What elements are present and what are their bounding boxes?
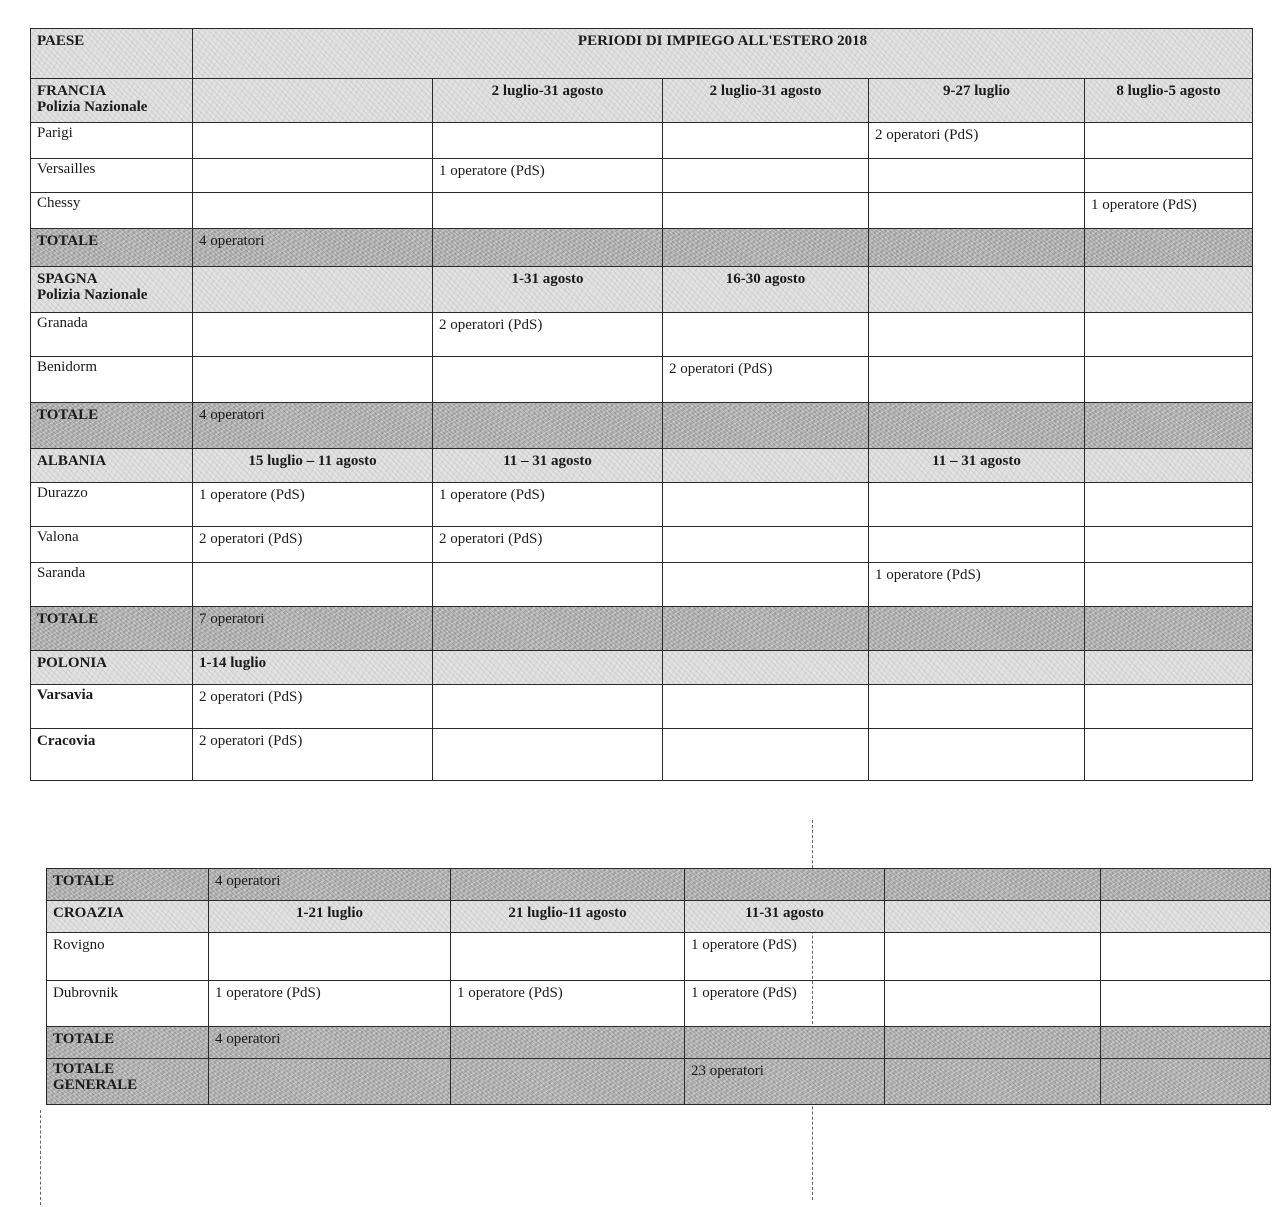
total-label: TOTALE [31, 403, 193, 449]
data-cell: 2 operatori (PdS) [433, 527, 663, 563]
table-row [47, 933, 1271, 981]
country-france [31, 79, 193, 123]
total-label: TOTALE [47, 869, 209, 901]
total-row [31, 607, 1253, 651]
data-cell [1085, 729, 1253, 781]
data-cell [193, 563, 433, 607]
country-name: CROAZIA [47, 901, 209, 933]
data-cell [1085, 313, 1253, 357]
total-row [47, 1027, 1271, 1059]
data-cell [663, 729, 869, 781]
data-cell: 1 operatore (PdS) [451, 981, 685, 1027]
data-cell [663, 483, 869, 527]
data-cell [1085, 563, 1253, 607]
data-cell [869, 159, 1085, 193]
city-name: Rovigno [47, 933, 209, 981]
table-row [31, 357, 1253, 403]
data-cell [663, 563, 869, 607]
period-cell: 1-31 agosto [433, 267, 663, 313]
city-name: Durazzo [31, 483, 193, 527]
table-row [31, 527, 1253, 563]
data-cell: 1 operatore (PdS) [685, 981, 885, 1027]
data-cell [433, 193, 663, 229]
grand-total-label [47, 1059, 209, 1105]
total-value: 7 operatori [193, 607, 433, 651]
table-row [31, 123, 1253, 159]
data-cell [663, 193, 869, 229]
table-row [31, 193, 1253, 229]
total-value: 4 operatori [209, 1027, 451, 1059]
table-row [31, 729, 1253, 781]
data-cell [1085, 123, 1253, 159]
data-cell [433, 563, 663, 607]
data-cell [433, 357, 663, 403]
data-cell [663, 527, 869, 563]
period-cell: 9-27 luglio [869, 79, 1085, 123]
deployment-table-continued [46, 868, 1271, 1105]
data-cell [869, 193, 1085, 229]
city-name: Benidorm [31, 357, 193, 403]
data-cell [1085, 483, 1253, 527]
period-cell [193, 79, 433, 123]
country-name: FRANCIA [37, 83, 107, 99]
city-name: Varsavia [31, 685, 193, 729]
data-cell [1085, 527, 1253, 563]
data-cell [885, 981, 1101, 1027]
data-cell [869, 483, 1085, 527]
data-cell: 2 operatori (PdS) [869, 123, 1085, 159]
data-cell [663, 159, 869, 193]
city-name: Cracovia [31, 729, 193, 781]
table-row [31, 563, 1253, 607]
country-name: ALBANIA [31, 449, 193, 483]
data-cell: 2 operatori (PdS) [663, 357, 869, 403]
scan-artifact-line [40, 1110, 41, 1205]
data-cell: 1 operatore (PdS) [685, 933, 885, 981]
data-cell [869, 685, 1085, 729]
data-cell [663, 313, 869, 357]
data-cell [869, 357, 1085, 403]
table-row [31, 313, 1253, 357]
data-cell [209, 933, 451, 981]
period-cell: 1-14 luglio [193, 651, 433, 685]
table-row [31, 159, 1253, 193]
country-subtitle: Polizia Nazionale [37, 287, 148, 303]
total-row [47, 869, 1271, 901]
data-cell [1101, 933, 1271, 981]
city-name: Dubrovnik [47, 981, 209, 1027]
period-cell: 11 – 31 agosto [869, 449, 1085, 483]
grand-total-label-line-2: GENERALE [53, 1077, 138, 1093]
country-subtitle: Polizia Nazionale [37, 99, 148, 115]
total-row [31, 403, 1253, 449]
total-row [31, 229, 1253, 267]
total-value: 4 operatori [193, 403, 433, 449]
data-cell [1101, 981, 1271, 1027]
data-cell [451, 933, 685, 981]
data-cell: 1 operatore (PdS) [209, 981, 451, 1027]
grand-total-row [47, 1059, 1271, 1105]
total-label: TOTALE [31, 229, 193, 267]
data-cell [193, 123, 433, 159]
spain-header-row [31, 267, 1253, 313]
data-cell [193, 193, 433, 229]
poland-header-row [31, 651, 1253, 685]
france-header-row [31, 79, 1253, 123]
period-cell: 1-21 luglio [209, 901, 451, 933]
period-cell: 16-30 agosto [663, 267, 869, 313]
data-cell [1085, 159, 1253, 193]
data-cell: 1 operatore (PdS) [193, 483, 433, 527]
data-cell [663, 685, 869, 729]
data-cell: 1 operatore (PdS) [1085, 193, 1253, 229]
data-cell: 2 operatori (PdS) [433, 313, 663, 357]
total-label: TOTALE [31, 607, 193, 651]
data-cell [193, 159, 433, 193]
data-cell: 1 operatore (PdS) [433, 159, 663, 193]
country-name: POLONIA [31, 651, 193, 685]
city-name: Chessy [31, 193, 193, 229]
data-cell [1085, 685, 1253, 729]
data-cell: 2 operatori (PdS) [193, 527, 433, 563]
city-name: Versailles [31, 159, 193, 193]
table-row [47, 981, 1271, 1027]
data-cell [433, 685, 663, 729]
country-name: SPAGNA [37, 271, 98, 287]
data-cell [663, 123, 869, 159]
header-title: PERIODI DI IMPIEGO ALL'ESTERO 2018 [193, 29, 1253, 79]
header-country-label: PAESE [31, 29, 193, 79]
table-row [31, 483, 1253, 527]
data-cell: 2 operatori (PdS) [193, 729, 433, 781]
grand-total-label-line-1: TOTALE [53, 1061, 115, 1077]
period-cell: 15 luglio – 11 agosto [193, 449, 433, 483]
city-name: Granada [31, 313, 193, 357]
deployment-table-main [30, 28, 1253, 781]
period-cell: 11-31 agosto [685, 901, 885, 933]
croatia-header-row [47, 901, 1271, 933]
data-cell [193, 357, 433, 403]
table-row [31, 685, 1253, 729]
data-cell [885, 933, 1101, 981]
total-label: TOTALE [47, 1027, 209, 1059]
grand-total-value: 23 operatori [685, 1059, 885, 1105]
total-value: 4 operatori [193, 229, 433, 267]
city-name: Parigi [31, 123, 193, 159]
data-cell [869, 729, 1085, 781]
city-name: Saranda [31, 563, 193, 607]
data-cell: 1 operatore (PdS) [433, 483, 663, 527]
albania-header-row [31, 449, 1253, 483]
period-cell: 8 luglio-5 agosto [1085, 79, 1253, 123]
period-cell: 11 – 31 agosto [433, 449, 663, 483]
period-cell: 21 luglio-11 agosto [451, 901, 685, 933]
period-cell: 2 luglio-31 agosto [663, 79, 869, 123]
data-cell [433, 123, 663, 159]
data-cell [193, 313, 433, 357]
data-cell: 1 operatore (PdS) [869, 563, 1085, 607]
data-cell: 2 operatori (PdS) [193, 685, 433, 729]
total-value: 4 operatori [209, 869, 451, 901]
data-cell [869, 527, 1085, 563]
data-cell [869, 313, 1085, 357]
country-spain [31, 267, 193, 313]
period-cell: 2 luglio-31 agosto [433, 79, 663, 123]
data-cell [1085, 357, 1253, 403]
city-name: Valona [31, 527, 193, 563]
data-cell [433, 729, 663, 781]
